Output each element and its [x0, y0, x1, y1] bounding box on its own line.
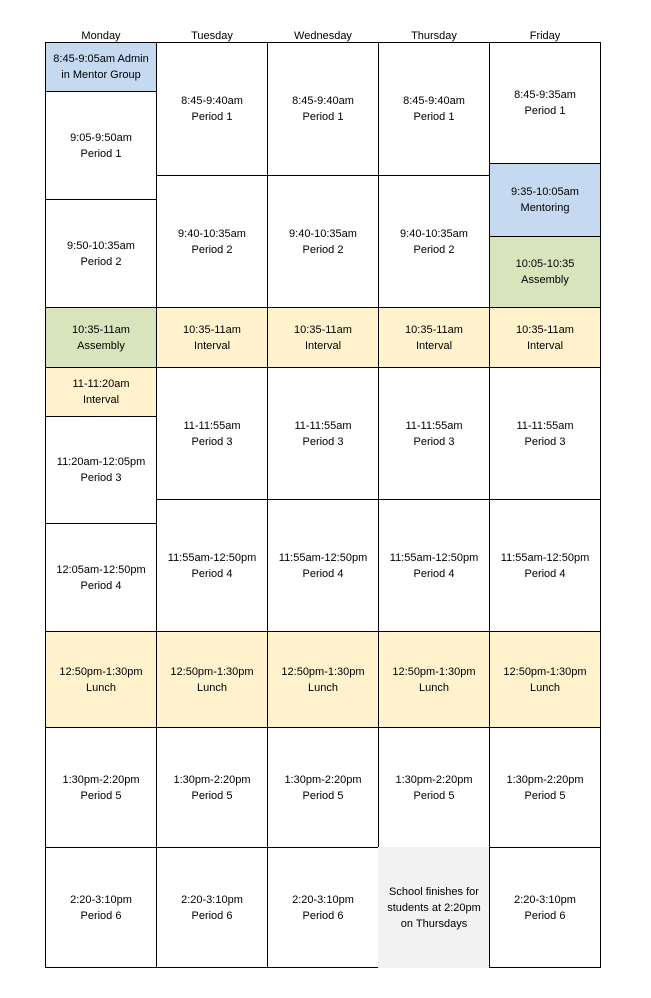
timetable-cell-friday-period-6 [489, 847, 601, 968]
cell-label: Assembly [77, 339, 125, 352]
cell-label: Interval [304, 339, 342, 352]
cell-time: 9:35-10:05am [511, 186, 579, 198]
timetable-cell-wednesday-period-6 [267, 847, 379, 968]
cell-label: Period 6 [524, 909, 566, 922]
cell-time: 9:50-10:35am [67, 239, 135, 252]
cell-time: 12:05am-12:50pm [56, 563, 146, 576]
cell-time: 12:50pm-1:30pm [170, 665, 254, 678]
day-header-monday: Monday [81, 30, 121, 42]
cell-label: Lunch [419, 681, 449, 694]
timetable-cell-friday-period-5 [489, 727, 601, 848]
timetable-cell-friday-period-1 [489, 42, 601, 164]
timetable-cell-monday-lunch [45, 631, 157, 728]
timetable-cell-friday-interval [489, 307, 601, 368]
cell-time: 2:20-3:10pm [292, 893, 354, 906]
cell-label: Period 5 [524, 789, 566, 802]
cell-label: Period 4 [413, 567, 455, 580]
timetable-cell-wednesday-period-2 [267, 175, 379, 308]
timetable-cell-friday-period-4 [489, 499, 601, 632]
timetable-cell-thursday-period-2 [378, 175, 490, 308]
timetable-cell-wednesday-interval [267, 307, 379, 368]
cell-time: 11:55am-12:50pm [500, 551, 590, 564]
cell-time: 8:45-9:35am [514, 89, 576, 101]
cell-label: Period 5 [302, 789, 344, 802]
cell-label: Period 4 [302, 567, 344, 580]
cell-time: 1:30pm-2:20pm [173, 773, 251, 786]
day-header-thursday: Thursday [411, 30, 457, 42]
cell-label: in Mentor Group [61, 69, 141, 81]
cell-label: Period 2 [80, 255, 122, 268]
cell-label: Period 2 [413, 243, 455, 256]
cell-label: Period 3 [413, 435, 455, 448]
cell-label: Period 2 [302, 243, 344, 256]
cell-time: 9:05-9:50am [70, 131, 132, 144]
cell-note-line-3: on Thursdays [400, 917, 468, 930]
cell-label: Period 6 [191, 909, 233, 922]
timetable-cell-monday-period-5 [45, 727, 157, 848]
cell-label: Interval [415, 339, 453, 352]
timetable-cell-thursday-period-5 [378, 727, 490, 848]
day-header-friday: Friday [529, 30, 561, 42]
cell-label: Lunch [308, 681, 338, 694]
cell-label: Mentoring [520, 202, 570, 214]
cell-time: 11-11:55am [516, 419, 574, 432]
cell-label: Period 5 [80, 789, 122, 802]
cell-time: 12:50pm-1:30pm [281, 665, 365, 678]
timetable-cell-monday-period-1 [45, 91, 157, 200]
cell-time: 2:20-3:10pm [70, 893, 132, 906]
timetable-cell-wednesday-period-4 [267, 499, 379, 632]
timetable-cell-monday-admin [45, 42, 157, 92]
timetable-cell-tuesday-period-4 [156, 499, 268, 632]
cell-label: Period 5 [413, 789, 455, 802]
cell-time: 1:30pm-2:20pm [62, 773, 140, 786]
cell-time: 1:30pm-2:20pm [506, 773, 584, 786]
timetable-cell-friday-lunch [489, 631, 601, 728]
cell-note-line-2: students at 2:20pm [387, 901, 481, 914]
cell-time: 10:35-11am [183, 323, 241, 336]
cell-time: 11:55am-12:50pm [167, 551, 257, 564]
cell-time: 10:35-11am [405, 323, 463, 336]
timetable-cell-tuesday-period-5 [156, 727, 268, 848]
cell-time: 9:40-10:35am [400, 227, 468, 240]
cell-time: 10:35-11am [294, 323, 352, 336]
timetable-cell-tuesday-lunch [156, 631, 268, 728]
cell-label: Period 1 [524, 105, 566, 117]
cell-label: Period 1 [80, 147, 122, 160]
cell-label: Interval [82, 394, 120, 406]
timetable-cell-monday-period-6 [45, 847, 157, 968]
cell-time: 10:05-10:35 [515, 258, 575, 270]
cell-time: 10:35-11am [72, 323, 130, 336]
cell-label: Lunch [530, 681, 560, 694]
cell-label: Period 2 [191, 243, 233, 256]
timetable-cell-tuesday-period-3 [156, 367, 268, 500]
timetable-cell-tuesday-period-6 [156, 847, 268, 968]
cell-time: 12:50pm-1:30pm [503, 665, 587, 678]
cell-label: Period 1 [302, 111, 344, 123]
cell-time: 8:45-9:40am [181, 95, 243, 107]
timetable-cell-thursday-period-1 [378, 42, 490, 176]
timetable-cell-monday-assembly [45, 307, 157, 368]
cell-time: 2:20-3:10pm [181, 893, 243, 906]
timetable-cell-wednesday-lunch [267, 631, 379, 728]
cell-label: Period 4 [80, 579, 122, 592]
timetable-cell-tuesday-interval [156, 307, 268, 368]
cell-time: 1:30pm-2:20pm [284, 773, 362, 786]
timetable-cell-monday-interval [45, 367, 157, 417]
cell-label: Period 6 [302, 909, 344, 922]
cell-time: 9:40-10:35am [289, 227, 357, 240]
cell-label: Period 3 [302, 435, 344, 448]
timetable-cell-tuesday-period-2 [156, 175, 268, 308]
cell-time: 9:40-10:35am [178, 227, 246, 240]
timetable-cell-thursday-interval [378, 307, 490, 368]
timetable-cell-monday-period-4 [45, 523, 157, 632]
timetable-cell-friday-mentoring [489, 163, 601, 237]
timetable-cell-wednesday-period-5 [267, 727, 379, 848]
cell-time: 8:45-9:40am [403, 95, 465, 107]
timetable-cell-wednesday-period-3 [267, 367, 379, 500]
cell-label: Period 3 [191, 435, 233, 448]
cell-note-line-1: School finishes for [389, 885, 479, 898]
cell-time: 11-11:55am [405, 419, 463, 432]
timetable-cell-wednesday-period-1 [267, 42, 379, 176]
timetable-cell-friday-period-3 [489, 367, 601, 500]
timetable-cell-thursday-period-3 [378, 367, 490, 500]
cell-time: 8:45-9:05am Admin [53, 53, 149, 65]
timetable-cell-monday-period-3 [45, 416, 157, 524]
cell-time: 11-11:55am [294, 419, 352, 432]
cell-label: Interval [526, 339, 564, 352]
cell-time: 2:20-3:10pm [514, 893, 576, 906]
cell-label: Period 5 [191, 789, 233, 802]
cell-time: 11:20am-12:05pm [56, 456, 146, 468]
cell-time: 11-11:20am [72, 378, 130, 390]
day-header-tuesday: Tuesday [191, 30, 233, 42]
timetable-cell-thursday-lunch [378, 631, 490, 728]
cell-label: Period 6 [80, 909, 122, 922]
cell-label: Period 1 [191, 111, 233, 123]
timetable-cell-thursday-early-finish [378, 847, 490, 968]
cell-label: Period 3 [80, 472, 122, 484]
timetable-cell-tuesday-period-1 [156, 42, 268, 176]
cell-time: 11:55am-12:50pm [278, 551, 368, 564]
cell-label: Assembly [521, 274, 569, 286]
cell-label: Period 4 [191, 567, 233, 580]
cell-label: Interval [193, 339, 231, 352]
timetable-cell-thursday-period-4 [378, 499, 490, 632]
cell-time: 1:30pm-2:20pm [395, 773, 473, 786]
cell-label: Lunch [86, 681, 116, 694]
cell-time: 11:55am-12:50pm [389, 551, 479, 564]
cell-time: 11-11:55am [183, 419, 241, 432]
timetable-cell-friday-assembly [489, 236, 601, 308]
cell-label: Lunch [197, 681, 227, 694]
cell-time: 8:45-9:40am [292, 95, 354, 107]
cell-label: Period 4 [524, 567, 566, 580]
cell-label: Period 1 [413, 111, 455, 123]
day-header-wednesday: Wednesday [294, 30, 352, 42]
timetable-cell-monday-period-2 [45, 199, 157, 308]
cell-time: 12:50pm-1:30pm [392, 665, 476, 678]
cell-label: Period 3 [524, 435, 566, 448]
cell-time: 12:50pm-1:30pm [59, 665, 143, 678]
cell-time: 10:35-11am [516, 323, 574, 336]
